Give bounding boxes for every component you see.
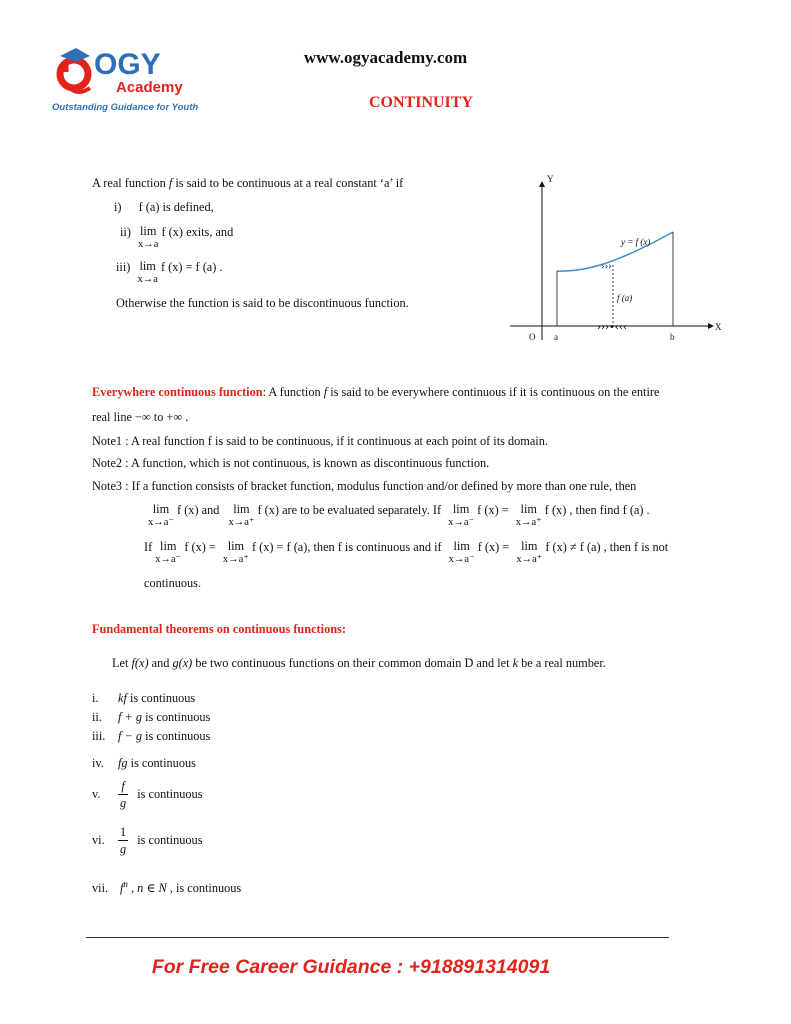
x-label: X [715,322,722,332]
theorem-item: iii. f − g is continuous [92,729,211,743]
note1: Note1 : A real function f is said to be continuous, if it continuous at each point of its domain. [92,434,548,448]
everywhere-line2: real line −∞ to +∞ . [92,410,189,424]
theorem-item: vii. $f^n$ , n ∈ N , is continuous [92,879,242,896]
note3: Note3 : If a function consists of bracket function, modulus function and/or defined by more than one rule, then [92,479,637,493]
theorem-item: vi. $\frac{1}{g}$ is continuous [92,825,203,856]
a-label: a [554,332,558,342]
everywhere-heading: Everywhere continuous function [92,385,263,399]
fundamental-intro: Let f(x) and g(x) be two continuous functions on their common domain D and let k be a real number. [112,656,606,670]
theorem-item: i. kf is continuous [92,691,196,705]
note3-line2: If lim x→a⁻ f (x) = lim x→a⁺ f (x) = f (a), then f is continuous and if lim x→a⁻ f (x) = lim x→a⁺ f (x) ≠ f (a) , then f is not [144,539,669,565]
fundamental-heading: Fundamental theorems on continuous functions: [92,622,346,636]
definition-intro: A real function f is said to be continuous at a real constant ‘a’ if [92,176,404,190]
y-label: Y [547,174,554,184]
logo-sub: Academy [116,79,183,96]
everywhere-line1: Everywhere continuous function: A function f is said to be everywhere continuous if it is continuous on the entire [92,385,660,399]
note2: Note2 : A function, which is not continuous, is known as discontinuous function. [92,456,490,470]
curve [557,232,673,271]
condition-1: i) f (a) is defined, [114,200,214,214]
page-title: CONTINUITY [368,94,473,111]
footer-contact: For Free Career Guidance : +918891314091 [151,956,551,978]
condition-2: ii) lim x→a f (x) exits, and [120,224,234,250]
arrows-curve: ››› [601,262,612,272]
theorem-item: ii. f + g is continuous [92,710,211,724]
curve-label: y = f (x) [621,237,651,247]
continuity-graph [505,168,727,354]
footer-divider [86,937,669,938]
theorem-item: iv. fg is continuous [92,756,196,770]
note3-line1: lim x→a⁻ f (x) and lim x→a⁺ f (x) are to be evaluated separately. If lim x→a⁻ f (x) = lim x→a⁺ f (x) , then find f (a) . [148,502,650,528]
website-url: www.ogyacademy.com [303,48,468,67]
logo-text: OGY [94,48,161,81]
origin-label: O [529,332,536,342]
graph-svg [505,168,727,354]
fa-label: f (a) [617,293,633,303]
b-label: b [670,332,675,342]
theorem-item: v. $\frac{f}{g}$ is continuous [92,779,203,810]
note3-line3: continuous. [144,576,202,590]
condition-3: iii) lim x→a f (x) = f (a) . [116,259,223,285]
otherwise-text: Otherwise the function is said to be discontinuous function. [116,296,409,310]
logo-tagline: Outstanding Guidance for Youth [52,102,199,113]
arrows-axis: ›››•‹‹‹ [597,322,627,333]
